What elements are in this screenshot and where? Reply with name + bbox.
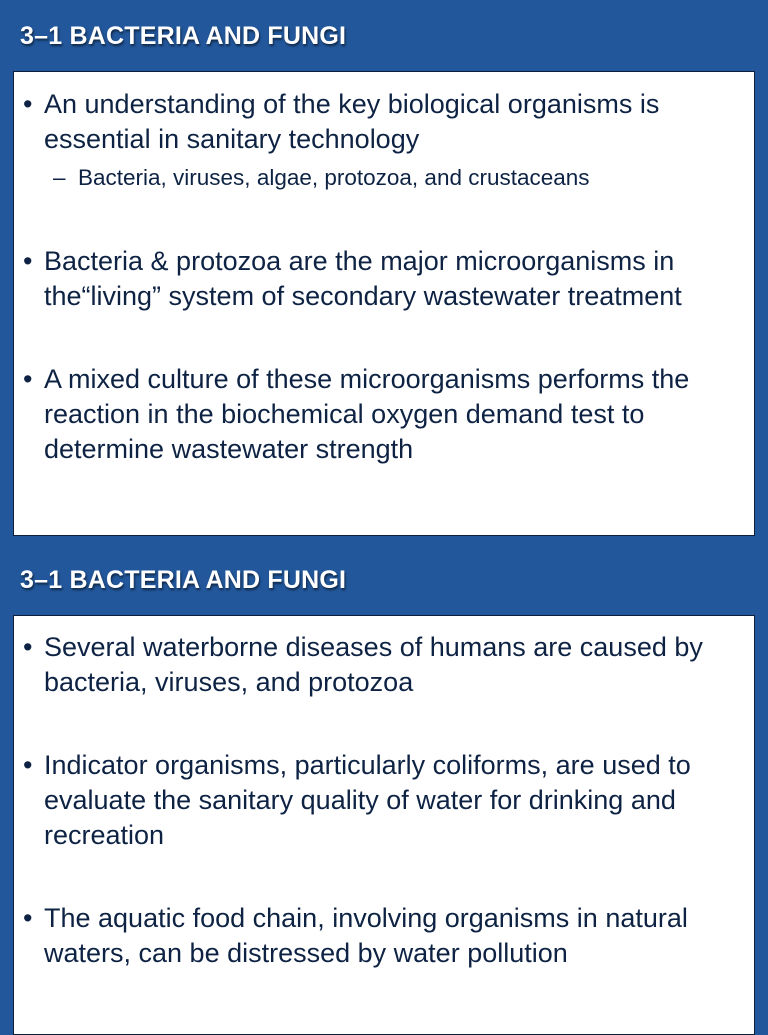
bullet-marker: • xyxy=(23,903,33,933)
sub-bullet-marker: – xyxy=(53,165,66,190)
slide-2 xyxy=(0,544,768,1024)
bullet-text: A mixed culture of these microorganisms performs the reaction in the biochemical oxygen demand test to determine wastewater strength xyxy=(44,364,690,464)
bullet-item xyxy=(23,748,748,853)
bullet-item xyxy=(23,362,748,467)
bullet-marker: • xyxy=(23,364,33,394)
bullet-text: Several waterborne diseases of humans are caused by bacteria, viruses, and protozoa xyxy=(44,632,703,697)
sub-bullet-text: Bacteria, viruses, algae, protozoa, and crustaceans xyxy=(78,165,590,190)
bullet-text: Indicator organisms, particularly coliforms, are used to evaluate the sanitary quality of water for drinking and recreation xyxy=(44,750,691,850)
bullet-item xyxy=(23,87,748,157)
bullet-marker: • xyxy=(23,750,33,780)
sub-bullet-item xyxy=(53,163,743,193)
bullet-item xyxy=(23,901,748,971)
content-box xyxy=(13,615,755,1035)
content-box xyxy=(13,71,755,536)
slide-title: 3–1 BACTERIA AND FUNGI xyxy=(20,566,347,594)
slide-title: 3–1 BACTERIA AND FUNGI xyxy=(20,22,347,50)
bullet-text: An understanding of the key biological organisms is essential in sanitary technology xyxy=(44,89,660,154)
bullet-text: Bacteria & protozoa are the major microorganisms in the“living” system of secondary wastewater treatment xyxy=(44,246,682,311)
bullet-marker: • xyxy=(23,632,33,662)
bullet-marker: • xyxy=(23,89,33,119)
bullet-item xyxy=(23,244,748,314)
bullet-marker: • xyxy=(23,246,33,276)
bullet-text: The aquatic food chain, involving organisms in natural waters, can be distressed by water pollution xyxy=(44,903,688,968)
bullet-item xyxy=(23,630,748,700)
